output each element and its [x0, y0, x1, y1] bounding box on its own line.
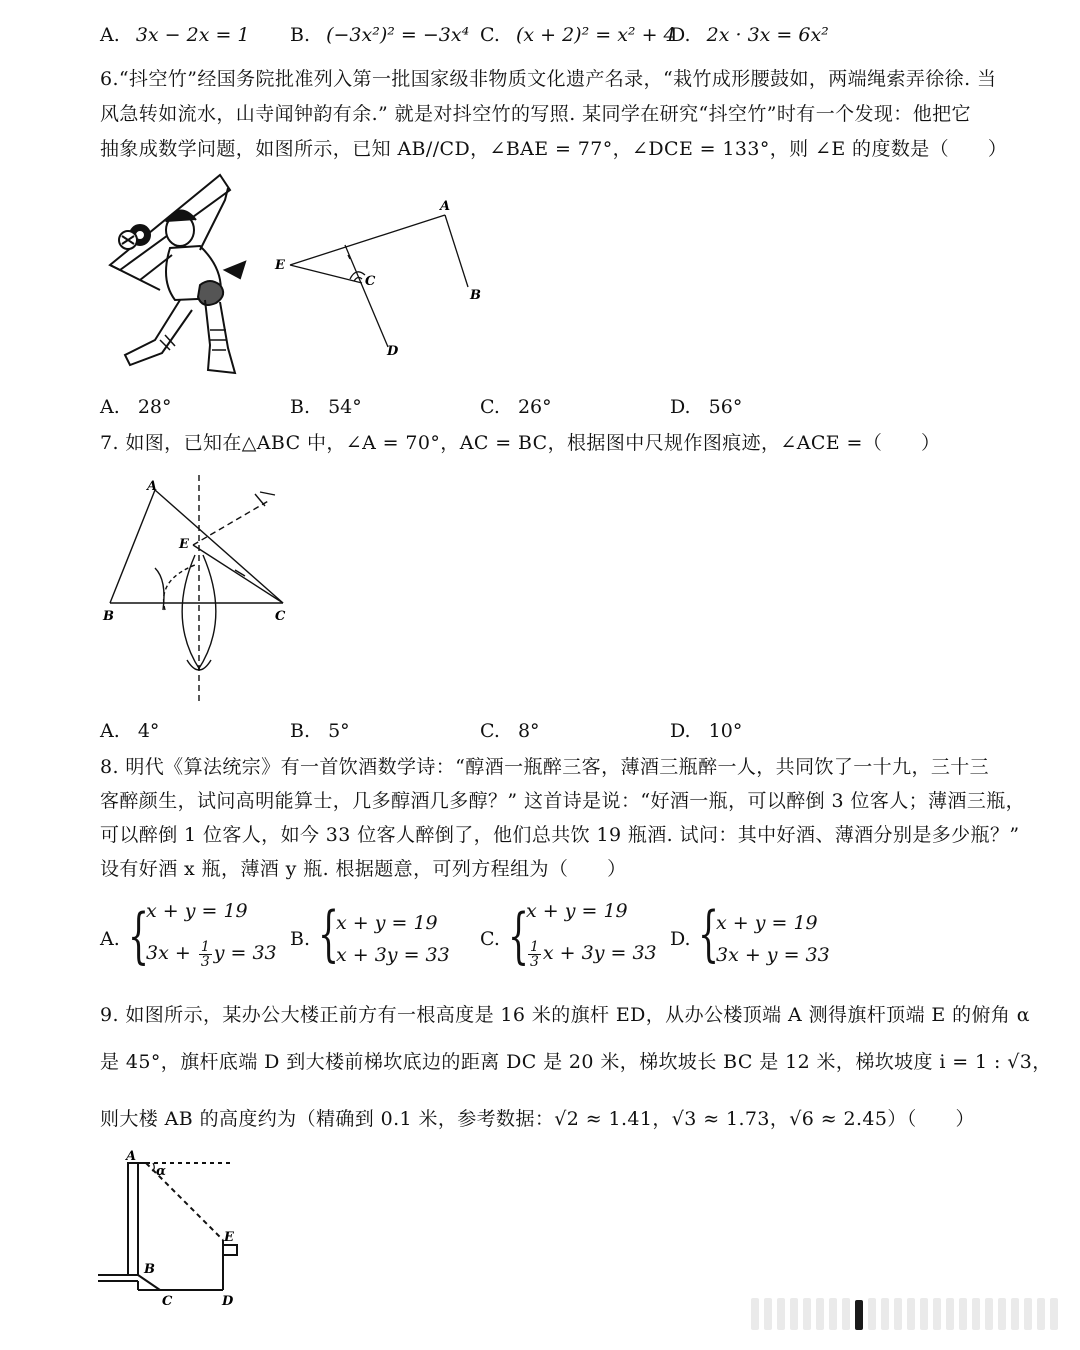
equation-2: x + 3y = 33 [336, 944, 450, 966]
q8-text-line-1: 8. 明代《算法统宗》有一首饮酒数学诗：“醇酒一瓶醉三客，薄酒三瓶醉一人，共同饮了一十九，三十三 [100, 756, 990, 778]
segment-dc-extended [345, 245, 388, 347]
q7-option-d [670, 720, 742, 742]
option-text: 2x · 3x = 6x² [706, 24, 829, 46]
brace-icon: { [508, 901, 530, 971]
q8-option-b-label: B. [290, 928, 311, 950]
point-label-b: B [144, 1262, 155, 1277]
option-text: 26° [517, 396, 552, 418]
diabolo-player-illustration [100, 170, 250, 380]
option-text: 54° [328, 396, 362, 418]
q7-text-line-1: 7. 如图，已知在△ABC 中，∠A = 70°，AC = BC，根据图中尺规作图痕迹，∠ACE =（ ） [100, 432, 941, 454]
equation-1: x + y = 19 [146, 900, 248, 922]
brace-icon: { [128, 901, 150, 971]
equation-2 [526, 938, 657, 968]
q8-option-c-label: C. [480, 928, 500, 950]
segment-ce [193, 545, 283, 603]
q9-text-line-1: 9. 如图所示，某办公大楼正前方有一根高度是 16 米的旗杆 ED，从办公楼顶端 A 测得旗杆顶端 E 的俯角 α [100, 1004, 1030, 1026]
q5-option-c [480, 24, 676, 46]
segment-ec [290, 265, 362, 283]
q5-option-d [670, 24, 829, 46]
equation-1: x + y = 19 [336, 912, 438, 934]
equation-part: y = 33 [213, 942, 277, 964]
fraction-denominator: 3 [200, 953, 210, 970]
point-label-b: B [470, 288, 481, 303]
option-label: C. [480, 24, 500, 46]
q6-option-d [670, 396, 742, 418]
point-label-b: B [103, 609, 114, 624]
option-label: A. [100, 396, 120, 418]
option-label: D. [670, 720, 691, 742]
option-label: B. [290, 24, 311, 46]
point-label-e: E [275, 258, 285, 273]
point-label-a: A [147, 479, 158, 494]
option-label: D. [670, 396, 691, 418]
equation-2 [146, 938, 277, 968]
building-outline [128, 1163, 138, 1275]
option-text: 5° [328, 720, 350, 742]
fraction-denominator: 3 [530, 953, 539, 970]
q9-text-line-3: 则大楼 AB 的高度约为（精确到 0.1 米，参考数据：√2 ≈ 1.41，√3 ≈ 1.73，√6 ≈ 2.45）（ ） [100, 1108, 975, 1130]
q9-text-line-2: 是 45°，旗杆底端 D 到大楼前梯坎底边的距离 DC 是 20 米，梯坎坡长 BC 是 12 米，梯坎坡度 i = 1 : √3， [100, 1051, 1052, 1073]
option-label: B. [290, 396, 311, 418]
option-label: C. [480, 396, 500, 418]
option-label: D. [670, 24, 691, 46]
q7-geometry-figure [95, 470, 295, 705]
q6-option-b [290, 396, 362, 418]
segment-ea [290, 215, 445, 265]
point-label-c: C [162, 1294, 173, 1309]
q6-option-c [480, 396, 552, 418]
watermark-logo [746, 1298, 1058, 1334]
option-text: 3x − 2x = 1 [135, 24, 250, 46]
option-label: A. [100, 720, 120, 742]
angle-label-alpha: α [156, 1164, 167, 1179]
side-ab [110, 490, 155, 603]
q6-text-line-1: 6.“抖空竹”经国务院批准列入第一批国家级非物质文化遗产名录，“栽竹成形腰鼓如，两端绳索弄徐徐. 当 [100, 68, 997, 90]
option-label: C. [480, 720, 500, 742]
q8-option-d-system [716, 908, 830, 970]
brace-icon: { [318, 899, 340, 969]
q8-option-a-system [146, 896, 277, 968]
q8-option-c-system [526, 896, 657, 968]
q8-text-line-2: 客醉颜生，试问高明能算士，几多醇酒几多醇？” 这首诗是说：“好酒一瓶，可以醉倒 3 位客人；薄酒三瓶， [100, 790, 1026, 812]
angle-bisector-ray [193, 500, 270, 545]
point-label-d: D [387, 344, 399, 359]
q7-option-c [480, 720, 540, 742]
q6-text-line-3: 抽象成数学问题，如图所示，已知 AB//CD，∠BAE = 77°，∠DCE = 133°，则 ∠E 的度数是（ ） [100, 138, 1008, 160]
option-text: (−3x²)² = −3x⁴ [326, 24, 470, 46]
option-text: (x + 2)² = x² + 4 [515, 24, 676, 46]
slope-bc [138, 1275, 160, 1290]
equation-1: x + y = 19 [526, 900, 628, 922]
q6-text-line-2: 风急转如流水，山寺闻钟韵有余.” 就是对抖空竹的写照. 某同学在研究“抖空竹”时有一个发现：他把它 [100, 103, 971, 125]
q6-geometry-figure [270, 195, 500, 365]
option-text: 56° [708, 396, 743, 418]
equation-2: 3x + y = 33 [716, 944, 830, 966]
flag [223, 1245, 237, 1255]
equation-part: x + 3y = 33 [542, 942, 657, 964]
option-text: 10° [708, 720, 743, 742]
option-label: B. [290, 720, 311, 742]
point-label-c: C [275, 609, 286, 624]
q7-option-b [290, 720, 350, 742]
point-label-e: E [224, 1230, 234, 1245]
q5-option-a [100, 24, 250, 46]
segment-ab [445, 215, 468, 287]
point-label-d: D [222, 1294, 234, 1309]
option-text: 28° [137, 396, 172, 418]
option-label: A. [100, 24, 120, 46]
q8-text-line-4: 设有好酒 x 瓶，薄酒 y 瓶. 根据题意，可列方程组为（ ） [100, 858, 627, 880]
point-label-c: C [365, 274, 376, 289]
point-label-a: A [440, 199, 451, 214]
fraction [199, 940, 212, 969]
q8-text-line-3: 可以醉倒 1 位客人，如今 33 位客人醉倒了，他们总共饮 19 瓶酒. 试问：其中好酒、薄酒分别是多少瓶？” [100, 824, 1020, 846]
fraction [528, 940, 541, 969]
q8-option-a-label: A. [100, 928, 120, 950]
option-text: 4° [137, 720, 160, 742]
q8-option-b-system [336, 908, 450, 970]
fraction-numerator: 1 [200, 938, 210, 955]
side-ac [155, 490, 283, 603]
q6-option-a [100, 396, 172, 418]
point-label-e: E [179, 537, 189, 552]
fraction-numerator: 1 [530, 938, 539, 955]
equation-part: 3x + [146, 942, 197, 964]
equation-1: x + y = 19 [716, 912, 818, 934]
point-label-a: A [126, 1149, 137, 1164]
option-text: 8° [517, 720, 540, 742]
q5-option-b [290, 24, 469, 46]
brace-icon: { [698, 899, 720, 969]
q8-option-d-label: D. [670, 928, 691, 950]
q9-geometry-figure [98, 1145, 248, 1310]
q7-option-a [100, 720, 159, 742]
